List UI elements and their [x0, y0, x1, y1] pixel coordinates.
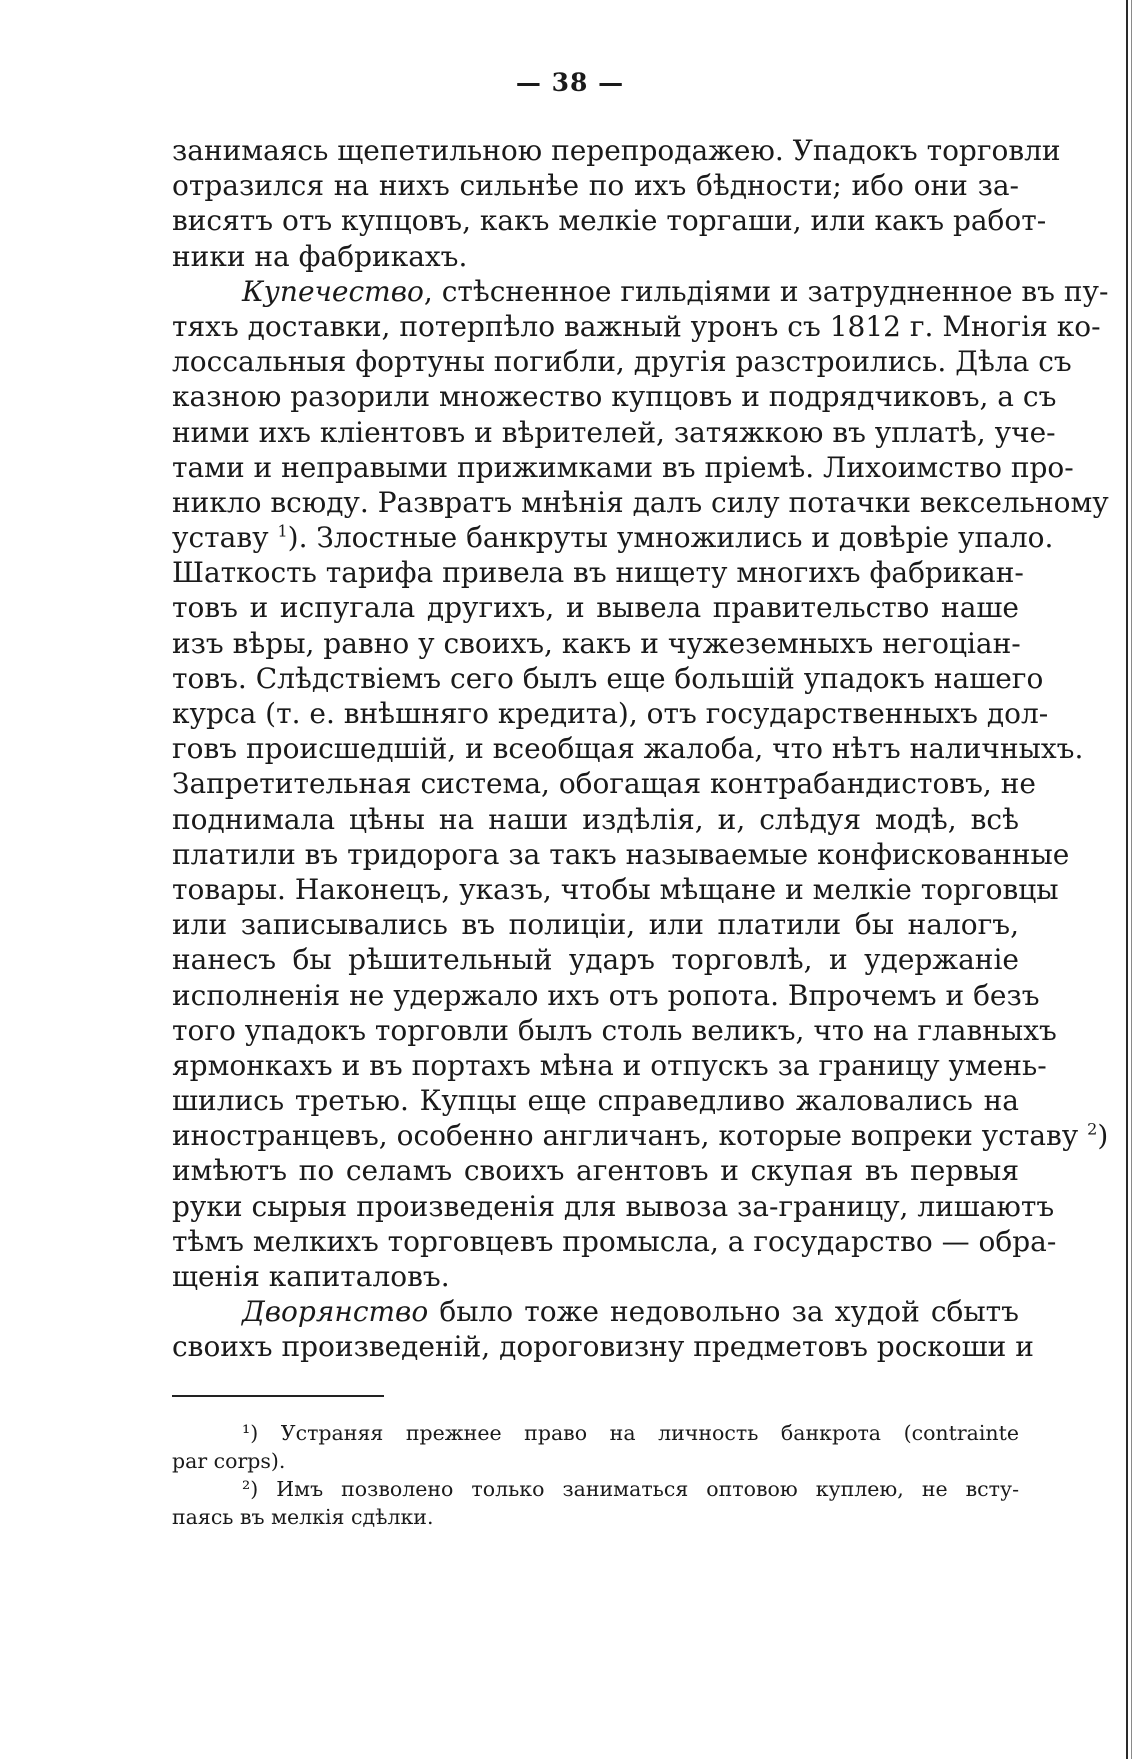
- footnote-ref-1[interactable]: 1: [277, 521, 288, 541]
- text-line-28: шились третью. Купцы еще справедливо жаловались на: [172, 1084, 1019, 1118]
- text-line-9: ними ихъ кліентовъ и вѣрителей, затяжкою въ уплатѣ, учe-: [172, 415, 1056, 449]
- text-line-14: товъ и испугала другихъ, и вывела правительство наше: [172, 591, 1019, 625]
- page-edge-line: [1126, 0, 1128, 1759]
- text-line-21: платили въ тридорога за такъ называемые конфискованные: [172, 837, 1070, 871]
- text-line-23: или записывались въ полиціи, или платили бы налогъ,: [172, 908, 1019, 942]
- text-line-24: нанесъ бы рѣшительный ударъ торговлѣ, и удержаніе: [172, 943, 1019, 977]
- text-line-26: того упадокъ торговли былъ столь великъ, что на главныхъ: [172, 1013, 1057, 1047]
- text-line-18: говъ происшедшій, и всеобщая жалоба, что нѣтъ наличныхъ.: [172, 732, 1084, 766]
- text-line-2: отразился на нихъ сильнѣе по ихъ бѣдности; ибо они за-: [172, 169, 1019, 203]
- text-line-27: ярмонкахъ и въ портахъ мѣна и отпускъ за границу умень-: [172, 1048, 1047, 1082]
- body-text: [172, 133, 1109, 1365]
- footnote-2-line-1: ²) Имъ позволено только заниматься оптовою куплею, не всту-: [242, 1477, 1019, 1501]
- footnote-ref-2[interactable]: 2: [1087, 1119, 1098, 1139]
- text-line-31: руки сырыя произведенія для вывоза за-границу, лишаютъ: [172, 1189, 1055, 1223]
- text-line-19: Запретительная система, обогащая контрабандистовъ, не: [172, 767, 1036, 801]
- text-line-15: изъ вѣры, равно у своихъ, какъ и чужеземныхъ негоціан-: [172, 626, 1021, 660]
- text-line-4: ники на фабрикахъ.: [172, 239, 468, 273]
- text-line-35: своихъ произведеній, дороговизну предметовъ роскоши и: [172, 1330, 1034, 1364]
- text-line-8: казною разорили множество купцовъ и подрядчиковъ, а съ: [172, 380, 1057, 414]
- text-line-32: тѣмъ мелкихъ торговцевъ промысла, а государство — обра-: [172, 1224, 1057, 1258]
- term-dvoryanstvo: Дворянство: [242, 1295, 429, 1329]
- text-line-7: лоссальныя фортуны погибли, другія разстроились. Дѣла съ: [172, 345, 1072, 379]
- footnote-separator: [172, 1395, 384, 1397]
- text-line-6: тяхъ доставки, потерпѣло важный уронъ съ 1812 г. Многія ко-: [172, 309, 1101, 343]
- text-line-22: товары. Наконецъ, указъ, чтобы мѣщане и мелкіе торговцы: [172, 872, 1059, 906]
- page-number: — 38 —: [515, 68, 625, 97]
- text-line-33: щенія капиталовъ.: [172, 1260, 450, 1293]
- text-line-10: тами и неправыми прижимками въ пріемѣ. Лихоимство про-: [172, 450, 1074, 484]
- text-line-34: Дворянство было тоже недовольно за худой сбытъ: [242, 1295, 1019, 1329]
- text-line-16: товъ. Слѣдствіемъ сего былъ еще большій упадокъ нашего: [172, 661, 1044, 695]
- text-line-30: имѣютъ по селамъ своихъ агентовъ и скупая въ первыя: [172, 1154, 1019, 1188]
- text-line-29: иностранцевъ, особенно англичанъ, которые вопреки уставу $^2$): [172, 1119, 1109, 1153]
- term-kupechestvo: Купечество: [242, 274, 424, 308]
- page-edge-line-secondary: [1131, 0, 1132, 1759]
- footnotes: [172, 1419, 1019, 1531]
- text-line-1: занимаясь щепетильною перепродажею. Упадокъ торговли: [172, 134, 1061, 167]
- text-line-13: Шаткость тарифа привела въ нищету многихъ фабрикан-: [172, 556, 1024, 590]
- text-line-12: уставу $^1$). Злостные банкруты умножились и довѣріе упало.: [172, 521, 1054, 555]
- text-line-20: поднимала цѣны на наши издѣлія, и, слѣдуя модѣ, всѣ: [172, 802, 1019, 836]
- footnote-1-line-2: par corps).: [172, 1449, 286, 1473]
- text-line-11: никло всюду. Развратъ мнѣнія далъ силу потачки вексельному: [172, 485, 1109, 519]
- text-line-17: курса (т. е. внѣшняго кредита), отъ государственныхъ дол-: [172, 697, 1049, 730]
- footnote-1-line-1: ¹) Устраняя прежнее право на личность банкрота (contrainte: [242, 1421, 1019, 1445]
- text-line-25: исполненія не удержало ихъ отъ ропота. Впрочемъ и безъ: [172, 978, 1040, 1012]
- text-line-5: Купечество, стѣсненное гильдіями и затрудненное въ пу-: [242, 274, 1109, 308]
- footnote-2-line-2: паясь въ мелкія сдѣлки.: [172, 1505, 434, 1529]
- text-line-3: висятъ отъ купцовъ, какъ мелкіе торгаши, или какъ работ-: [172, 204, 1047, 238]
